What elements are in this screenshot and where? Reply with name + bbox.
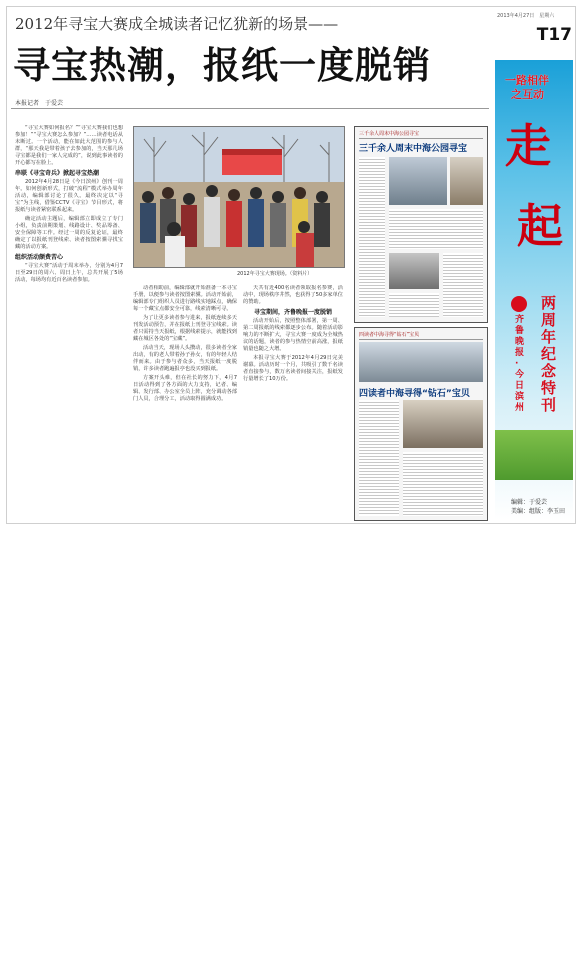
designer-credit: 美编：组版：李玉田: [511, 508, 566, 515]
article-subheading: 寻宝期间，齐鲁晚报一度脱销: [253, 309, 332, 316]
thumbnail-header: 三千余人周末中海公园寻宝: [359, 130, 483, 139]
thumbnail-photo: [450, 157, 483, 205]
strip-slogan: [505, 74, 549, 102]
newspaper-page: [6, 6, 576, 524]
editor-credit: 编辑：于爱芸: [511, 499, 548, 506]
brand-name: 齐鲁晚报·今日滨州: [515, 315, 525, 413]
article-paragraph: 方案开头难，但在社长的努力下，4月7日活动得到了各方面的大力支持，记者、编辑、发行部、办公室全员上阵，充分调动各部门人员，合理分工，活动取得圆满成功。: [133, 375, 237, 402]
headline-rule: [11, 108, 489, 109]
article-paragraph: 天共有近400名读者领取报名参赛，活动中，现场秩序井然，也获得了50多家单位的赞助。: [243, 285, 343, 305]
article-paragraph: 本报寻宝大赛于2012年4月29日完美谢幕。活动历时一个月，共吸引了数千名读者直接参与，数万名读者间接关注，报纸发行量增长了10万份。: [243, 355, 343, 382]
thumbnail-text-block: [359, 157, 385, 317]
calligraphy-char-1: 走: [505, 119, 551, 173]
issue-date: 2013年4月27日 星期六: [497, 13, 555, 19]
anniversary-title: 两周年纪念特刊: [541, 294, 557, 414]
page-credits: [511, 498, 565, 516]
article-column-1: [15, 125, 123, 515]
thumbnail-photo: [389, 253, 439, 289]
thumbnail-text-block: [389, 293, 439, 317]
thumbnail-title: 四读者中海寻得“钻石”宝贝: [359, 389, 470, 399]
thumbnail-text-block: [359, 400, 399, 516]
article-paragraph: “寻宝大赛如何报名？”“寻宝大赛我们也想参加！”“寻宝大赛怎么参加？”……读者电话从未断过。一个活动，能在如此大范围的参与人群，“那天我是带着孩子去参加的，当天那几场寻宝都是我们一家人完成的”，说到此事读者的开心都写在脸上。: [15, 125, 123, 166]
thumbnail-header: 四读者中海寻得“钻石”宝贝: [359, 331, 483, 340]
calligraphy-char-2: 起: [517, 199, 563, 253]
photo-caption: 2012年寻宝大赛现场。（资料片）: [237, 271, 313, 277]
page-thumbnail-2: [354, 327, 488, 521]
thumbnail-text-block: [443, 253, 483, 317]
page-number: T17: [536, 25, 572, 45]
thumbnail-photo: [389, 157, 447, 205]
thumbnail-photo: [403, 400, 483, 448]
grass-decoration: [495, 430, 573, 480]
article-paragraph: 活动开始后，按照整体部署，第一周、第二周报纸的线索都逐步公布。随着活动影响力的不断扩大，寻宝大赛一度成为全城热议的话题，读者的参与热情空前高涨，报纸销量也随之大增。: [243, 318, 343, 352]
page-thumbnail-1: [354, 126, 488, 323]
article-column-3: [243, 285, 343, 515]
article-paragraph: 2012年4月28日是《今日滨州》创刊一周年。如何创新形式，打破“流程”模式举办周年活动，编辑部讨论了很久。最终决定以“寻宝”为主线，借鉴CCTV《寻宝》节目形式，将报纸与读者紧密联系起来。: [15, 179, 123, 213]
thumbnail-photo: [359, 342, 483, 382]
slogan-line-1: 一路相伴: [505, 74, 549, 87]
article-subheading: 组织活动颇费苦心: [15, 254, 64, 261]
thumbnail-text-block: [389, 209, 483, 249]
headline-kicker: 2012年寻宝大赛成全城读者记忆犹新的场景——: [15, 15, 339, 33]
crowd-photo-illustration: [134, 127, 344, 267]
byline: 本报记者 于爱芸: [15, 100, 64, 107]
article-paragraph: 动者相助前，编辑部就开始准备一本寻宝手册，以便参与读者按图索骥。活动开始前，编辑部专门组织人员进行路线实地踩点，确保每一个藏宝点都安全可靠，线索清晰可寻。: [133, 285, 237, 312]
section-strip: [495, 10, 573, 520]
article-paragraph: 活动当天，现场人头攒动，很多读者全家出动，有的老人带着孙子孙女，有的年轻人结伴而来。由于参与者众多，当天报纸一度脱销，许多读者跑遍报亭也没买到报纸。: [133, 345, 237, 372]
article-subheading: 串联《寻宝奇兵》掀起寻宝热潮: [15, 170, 100, 177]
event-photo: [133, 126, 345, 268]
article-paragraph: “寻宝大赛”活动于周末举办，分别为4月7日至29日的周六、周日上午，总共开展了5场活动，每场均有近百名读者参加。: [15, 263, 123, 283]
article-column-2: [133, 285, 237, 515]
article-paragraph: 确定活动主题后，编辑部立即成立了专门小组，负责前期策划、线路设计、奖品筹备、安全保障等工作。经过一周的反复论证，最终确定了以报纸刊登线索、读者按图索骥寻找宝藏的活动方案。: [15, 216, 123, 250]
brand-logo-icon: [511, 296, 527, 312]
slogan-line-2: 之互动: [511, 88, 544, 101]
article-paragraph: 为了让更多读者参与进来，报纸连续多天刊发活动预告，并在报纸上刊登寻宝线索。读者只需持当天报纸，根据线索提示，就能找到藏在城区各处的“宝藏”。: [133, 315, 237, 342]
main-headline: 寻宝热潮，报纸一度脱销: [13, 44, 431, 87]
strip-header: [495, 10, 573, 60]
thumbnail-title: 三千余人周末中海公园寻宝: [359, 144, 468, 154]
thumbnail-text-block: [403, 452, 483, 516]
